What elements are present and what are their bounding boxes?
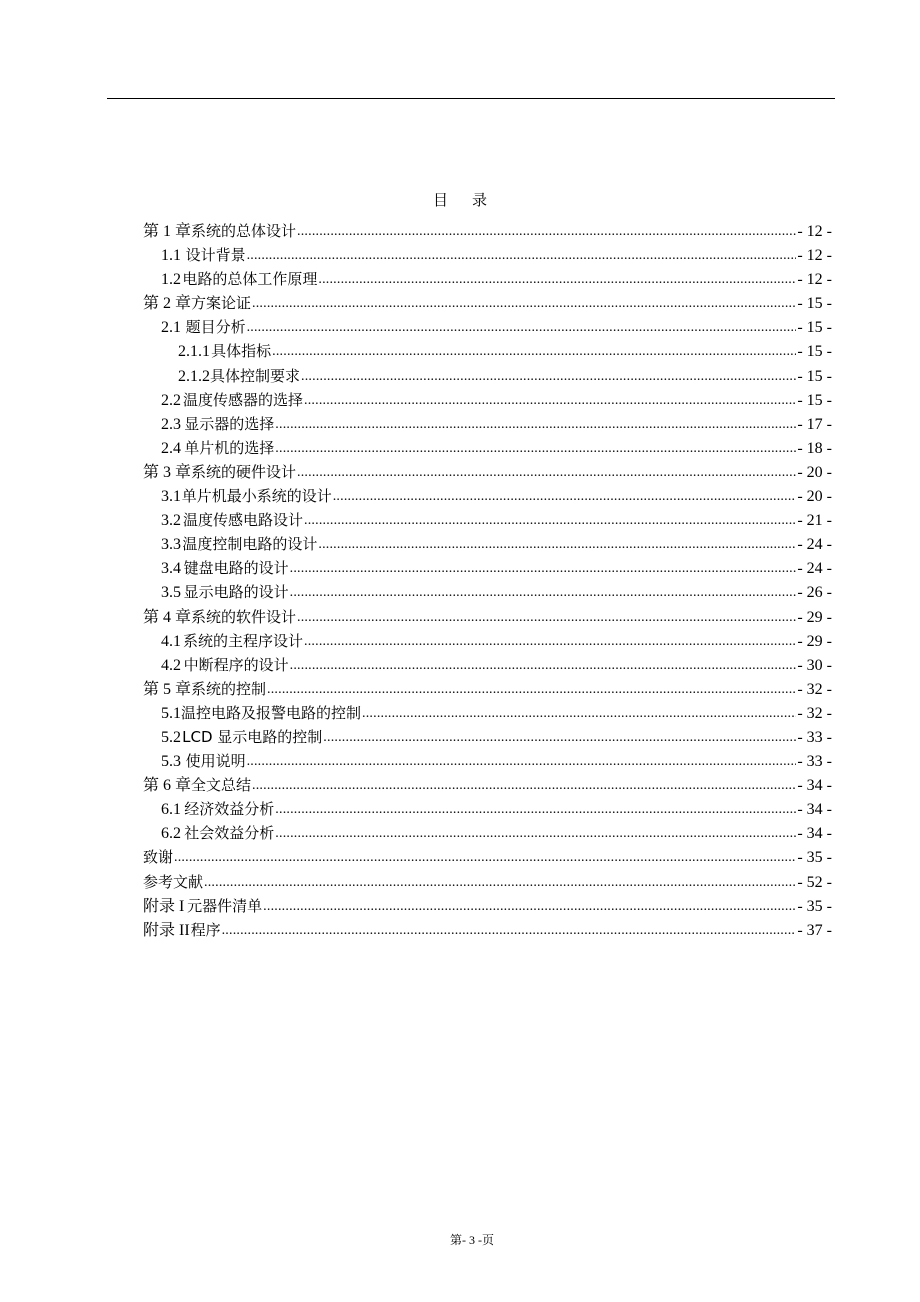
toc-entry[interactable]	[143, 364, 832, 388]
toc-leader-dots	[252, 290, 796, 316]
toc-entry-page: - 15 -	[797, 343, 832, 361]
toc-entry-number: 第 1 章	[143, 223, 192, 240]
toc-entry[interactable]	[143, 412, 832, 436]
toc-entry-page: - 34 -	[797, 777, 832, 795]
toc-entry-number: 5.2	[161, 728, 181, 746]
toc-entry-title: 设计背景	[185, 246, 246, 265]
toc-leader-dots	[275, 820, 796, 846]
toc-entry[interactable]	[143, 219, 832, 243]
toc-entry[interactable]	[143, 315, 832, 339]
toc-entry-title: 系统的控制	[191, 679, 267, 698]
toc-entry[interactable]	[143, 653, 832, 677]
toc-entry-title: 单片机的选择	[184, 438, 275, 457]
toc-leader-dots	[318, 531, 796, 557]
toc-entry[interactable]	[143, 243, 832, 267]
toc-entry-title: 元器件清单	[187, 896, 263, 915]
toc-entry[interactable]	[143, 339, 832, 363]
toc-entry-page: - 26 -	[797, 584, 832, 602]
toc-entry-number: 3.2	[161, 512, 181, 530]
toc-entry-page: - 29 -	[797, 608, 832, 626]
toc-entry[interactable]	[143, 460, 832, 484]
toc-entry-page: - 12 -	[797, 223, 832, 240]
toc-leader-dots	[252, 772, 796, 798]
toc-leader-dots	[297, 218, 796, 244]
toc-entry-title: 系统的主程序设计	[183, 631, 304, 650]
toc-entry[interactable]	[143, 605, 832, 629]
toc-entry-number: 1.2	[161, 271, 181, 289]
toc-leader-dots	[304, 628, 796, 654]
toc-entry-page: - 34 -	[797, 825, 832, 843]
toc-entry-page: - 15 -	[797, 295, 832, 313]
toc-leader-dots	[275, 435, 796, 461]
toc-entry-page: - 34 -	[797, 801, 832, 819]
toc-entry-number: 3.5	[161, 584, 181, 602]
toc-entry-number: 第 3 章	[143, 463, 192, 481]
toc-entry-number: 第 5 章	[143, 680, 192, 698]
toc-entry-number: 1.1	[161, 247, 181, 265]
header-rule	[107, 98, 835, 99]
toc-leader-dots	[275, 796, 796, 822]
toc-entry-number: 2.3	[161, 415, 181, 433]
toc-entry-number: 3.1	[161, 488, 181, 506]
toc-entry-title: 电路的总体工作原理	[182, 270, 318, 289]
toc-entry-page: - 37 -	[797, 921, 832, 939]
toc-entry-page: - 32 -	[797, 680, 832, 698]
toc-entry-number: 2.4	[161, 439, 181, 457]
toc-entry-page: - 32 -	[797, 704, 832, 722]
toc-entry-title: 系统的软件设计	[191, 607, 297, 626]
toc-entry-title: 系统的总体设计	[191, 222, 297, 240]
toc-entry-title: 具体控制要求	[210, 366, 301, 385]
toc-entry-page: - 15 -	[797, 319, 832, 337]
toc-entry[interactable]	[143, 436, 832, 460]
toc-leader-dots	[272, 338, 796, 364]
toc-entry[interactable]	[143, 291, 832, 315]
toc-leader-dots	[247, 242, 797, 268]
toc-entry-title: 程序	[190, 920, 221, 939]
toc-leader-dots	[267, 676, 796, 702]
toc-entry[interactable]	[143, 484, 832, 508]
toc-entry-number: 6.2	[161, 825, 181, 843]
toc-entry-number: 2.2	[161, 391, 181, 409]
toc-entry-title: 具体指标	[211, 342, 272, 361]
toc-entry-title: 经济效益分析	[184, 800, 275, 819]
toc-leader-dots	[333, 483, 797, 509]
toc-entry-number: 2.1	[161, 319, 181, 337]
toc-entry-title: 致谢	[143, 848, 174, 867]
toc-entry-title: 方案论证	[191, 294, 252, 313]
toc-entry-page: - 35 -	[797, 897, 832, 915]
toc-leader-dots	[290, 579, 797, 605]
toc-leader-dots	[301, 363, 796, 389]
toc-entry[interactable]	[143, 388, 832, 412]
toc-leader-dots	[362, 700, 796, 726]
toc-entry-page: - 15 -	[797, 391, 832, 409]
toc-entry-title: 温度控制电路的设计	[182, 535, 318, 554]
toc-entry-page: - 15 -	[797, 367, 832, 385]
toc-title: 目录	[432, 191, 511, 209]
toc-entry-title: 温度传感器的选择	[183, 390, 304, 409]
toc-leader-dots	[222, 917, 797, 943]
toc-entry-title: 键盘电路的设计	[183, 559, 289, 578]
toc-leader-dots	[304, 387, 796, 413]
toc-entry-title: LCD 显示电路的控制	[182, 727, 323, 746]
toc-entry[interactable]	[143, 918, 832, 942]
table-of-contents	[143, 219, 832, 942]
toc-entry-title: 显示器的选择	[184, 414, 275, 433]
toc-entry-number: 3.4	[161, 560, 181, 578]
toc-entry-title: 使用说明	[185, 752, 246, 771]
toc-entry-page: - 29 -	[797, 632, 832, 650]
toc-entry-page: - 52 -	[797, 873, 832, 891]
toc-entry-number: 4.1	[161, 632, 181, 650]
toc-entry-number: 附录 I	[143, 897, 185, 915]
toc-entry[interactable]	[143, 677, 832, 701]
toc-entry-title: 社会效益分析	[184, 824, 275, 843]
toc-entry[interactable]	[143, 845, 832, 869]
toc-entry[interactable]	[143, 821, 832, 845]
toc-entry-number: 第 2 章	[143, 295, 192, 313]
toc-entry-number: 2.1.1	[178, 343, 210, 361]
page-footer: 第- 3 -页	[450, 1233, 494, 1247]
toc-entry[interactable]	[143, 580, 832, 604]
toc-leader-dots	[290, 555, 797, 581]
toc-entry[interactable]	[143, 267, 832, 291]
toc-entry[interactable]	[143, 629, 832, 653]
toc-entry-title: 中断程序的设计	[183, 655, 289, 674]
toc-entry-number: 5.3	[161, 753, 181, 771]
toc-leader-dots	[247, 314, 797, 340]
toc-entry[interactable]	[143, 701, 832, 725]
toc-entry-number: 5.1	[161, 704, 181, 722]
toc-leader-dots	[323, 724, 796, 750]
toc-entry-number: 2.1.2	[178, 367, 210, 385]
toc-entry[interactable]	[143, 749, 832, 773]
toc-entry-page: - 17 -	[797, 415, 832, 433]
toc-entry-title: 温度传感电路设计	[183, 511, 304, 530]
toc-entry-number: 3.3	[161, 536, 181, 554]
toc-entry-page: - 24 -	[797, 560, 832, 578]
toc-leader-dots	[297, 459, 796, 485]
toc-entry-page: - 12 -	[797, 247, 832, 265]
toc-entry-number: 4.2	[161, 656, 181, 674]
toc-entry-title: 单片机最小系统的设计	[181, 487, 332, 506]
toc-entry-page: - 20 -	[797, 463, 832, 481]
toc-entry[interactable]	[143, 870, 832, 894]
toc-entry[interactable]	[143, 894, 832, 918]
toc-entry-page: - 12 -	[797, 271, 832, 289]
toc-leader-dots	[247, 748, 797, 774]
toc-leader-dots	[304, 507, 796, 533]
toc-leader-dots	[174, 844, 796, 870]
toc-entry-page: - 21 -	[797, 512, 832, 530]
toc-entry-title: 系统的硬件设计	[191, 462, 297, 481]
toc-entry[interactable]	[143, 556, 832, 580]
toc-leader-dots	[275, 411, 796, 437]
toc-leader-dots	[263, 893, 796, 919]
toc-entry-page: - 35 -	[797, 849, 832, 867]
toc-entry-page: - 24 -	[797, 536, 832, 554]
toc-entry-number: 6.1	[161, 801, 181, 819]
toc-entry-page: - 33 -	[797, 753, 832, 771]
toc-entry-number: 第 4 章	[143, 608, 192, 626]
toc-entry-title: 参考文献	[143, 872, 204, 891]
toc-entry-page: - 33 -	[797, 728, 832, 746]
toc-entry-number: 第 6 章	[143, 777, 192, 795]
toc-entry[interactable]	[143, 797, 832, 821]
toc-leader-dots	[318, 266, 796, 292]
toc-leader-dots	[204, 869, 796, 895]
toc-entry[interactable]	[143, 508, 832, 532]
toc-entry-title: 温控电路及报警电路的控制	[181, 703, 362, 722]
toc-entry[interactable]	[143, 532, 832, 556]
toc-entry-number: 附录 II	[143, 921, 190, 939]
toc-entry[interactable]	[143, 773, 832, 797]
toc-entry-page: - 30 -	[797, 656, 832, 674]
toc-entry[interactable]	[143, 725, 832, 749]
toc-entry-page: - 18 -	[797, 439, 832, 457]
toc-entry-title: 题目分析	[185, 318, 246, 337]
toc-leader-dots	[290, 652, 797, 678]
toc-entry-title: 显示电路的设计	[183, 583, 289, 602]
toc-leader-dots	[297, 604, 796, 630]
toc-entry-page: - 20 -	[797, 488, 832, 506]
toc-entry-title: 全文总结	[191, 776, 252, 795]
